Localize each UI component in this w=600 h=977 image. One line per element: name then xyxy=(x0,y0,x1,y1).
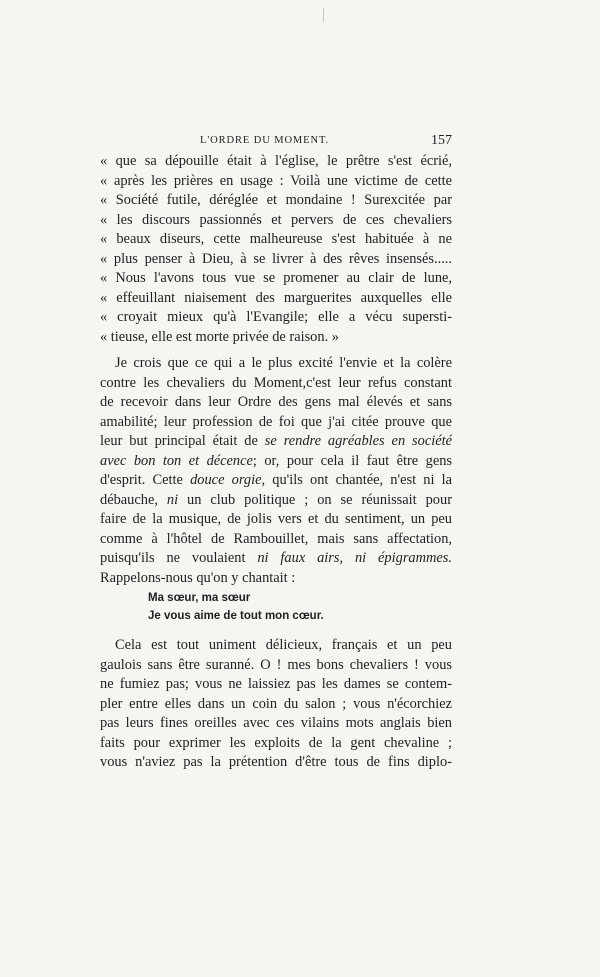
paragraph-2 xyxy=(100,636,452,773)
quote-line: « effeuillant niaisement des marguerites auxquelles elle xyxy=(100,289,452,306)
paragraph-text: un club politique ; on se réunissait pour xyxy=(178,491,452,508)
paragraph-1 xyxy=(100,354,452,588)
quote-line: « croyait mieux qu'à l'Evangile; elle a vécu supersti- xyxy=(100,309,452,325)
paragraph-text: puisqu'ils ne voulaient xyxy=(100,550,258,566)
paragraph-text: débauche, xyxy=(100,491,167,508)
paragraph-line: pler entre elles dans un coin du salon ; vous n'écorchiez xyxy=(100,695,452,712)
paragraph-line: de recevoir dans leur Ordre des gens mal élevés et sans xyxy=(100,394,452,410)
paragraph-line xyxy=(100,491,452,511)
paragraph-line: pas leurs fines oreilles avec ces vilains mots anglais bien xyxy=(100,715,452,731)
page-number: 157 xyxy=(431,133,452,148)
paragraph-line: amabilité; leur profession de foi que j'ai citée prouve que xyxy=(100,413,452,430)
quote-line: « les discours passionnés et pervers de ces chevaliers xyxy=(100,211,452,228)
paragraph-line: Rappelons-nous qu'on y chantait : xyxy=(100,569,296,586)
quote-line: « après les prières en usage : Voilà une victime de cette xyxy=(100,172,452,189)
running-title: L'ORDRE DU MOMENT. xyxy=(200,135,330,146)
page-header xyxy=(100,133,452,151)
italic-phrase: douce orgie xyxy=(190,472,262,488)
paragraph-line: Je crois que ce qui a le plus excité l'envie et la colère xyxy=(115,355,452,371)
quote-line: « que sa dépouille était à l'église, le prêtre s'est écrié, xyxy=(100,153,452,169)
paragraph-text: d'esprit. Cette xyxy=(100,472,191,488)
italic-phrase: se rendre agréables en société xyxy=(264,433,452,449)
verse-line: Ma sœur, ma sœur xyxy=(148,592,251,604)
paragraph-line: comme à l'hôtel de Rambouillet, mais sans affectation, xyxy=(100,530,452,547)
quote-line: « Société futile, déréglée et mondaine ! Surexcitée par xyxy=(100,192,452,208)
italic-phrase: ni faux airs, ni épigrammes. xyxy=(257,550,452,566)
paragraph-text: leur but principal était de xyxy=(100,433,265,449)
song-verse xyxy=(148,589,398,625)
paragraph-line: Cela est tout uniment délicieux, français et un peu xyxy=(115,637,452,653)
italic-phrase: ni xyxy=(166,491,179,508)
quote-line: « beaux diseurs, cette malheureuse s'est habituée à ne xyxy=(100,231,452,247)
paragraph-line: faits pour exprimer les exploits de la gent chevaline ; xyxy=(100,734,452,751)
paragraph-line xyxy=(100,549,452,569)
paragraph-line xyxy=(100,452,452,472)
paragraph-line xyxy=(100,432,452,452)
paragraph-line: faire de la musique, de jolis vers et du sentiment, un peu xyxy=(100,511,452,527)
paragraph-text: , qu'ils ont chantée, n'est ni la xyxy=(261,472,452,488)
italic-phrase: avec bon ton et décence xyxy=(100,452,253,469)
paragraph-line xyxy=(100,471,452,491)
paragraph-line: vous n'aviez pas la prétention d'être tous de fins diplo- xyxy=(100,754,452,770)
scan-mark xyxy=(323,8,324,22)
paragraph-text: ; or, pour cela il faut être gens xyxy=(252,452,452,469)
quote-line: « plus penser à Dieu, à se livrer à des rêves insensés..... xyxy=(100,250,452,267)
quote-line: « tieuse, elle est morte privée de raison. » xyxy=(100,328,339,345)
paragraph-line: gaulois sans être suranné. O ! mes bons chevaliers ! vous xyxy=(100,656,452,673)
quoted-passage xyxy=(100,152,452,347)
paragraph-line: contre les chevaliers du Moment,c'est leur refus constant xyxy=(100,374,452,391)
quote-line: « Nous l'avons tous vue se promener au clair de lune, xyxy=(100,270,452,286)
verse-line: Je vous aime de tout mon cœur. xyxy=(148,610,324,622)
paragraph-line: ne fumiez pas; vous ne laissiez pas les dames se contem- xyxy=(100,676,452,692)
